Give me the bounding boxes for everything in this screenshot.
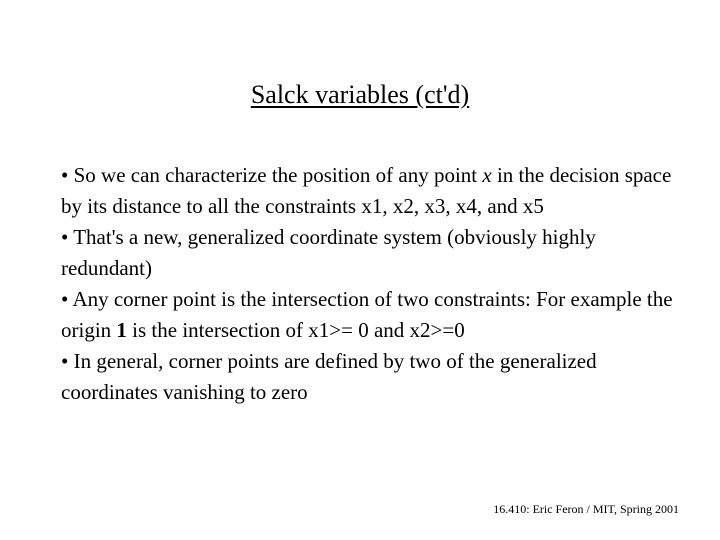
emphasized-origin-label: 1 bbox=[116, 318, 127, 342]
slide-footer: 16.410: Eric Feron / MIT, Spring 2001 bbox=[493, 502, 679, 516]
bullet-marker: • bbox=[61, 225, 69, 249]
bullet-text: Any corner point is the intersection of two constraints: For example the origin bbox=[61, 287, 673, 342]
bullet-item-corner-point bbox=[61, 284, 681, 346]
bullet-marker: • bbox=[61, 349, 69, 373]
emphasized-variable: x bbox=[482, 163, 492, 187]
bullet-text: in the decision space by its distance to all the constraints x1, x2, x3, x4, and x5 bbox=[61, 163, 672, 218]
bullet-text: is the intersection of x1>= 0 and x2>=0 bbox=[126, 318, 465, 342]
bullet-marker: • bbox=[61, 287, 69, 311]
slide-title: Salck variables (ct'd) bbox=[250, 80, 470, 109]
bullet-marker: • bbox=[61, 163, 69, 187]
bullet-text: In general, corner points are defined by two of the generalized coordinates vanishing to zero bbox=[61, 349, 597, 404]
bullet-item-coordinate-system bbox=[61, 222, 681, 284]
bullet-list bbox=[61, 160, 681, 408]
bullet-text: That's a new, generalized coordinate system (obviously highly redundant) bbox=[61, 225, 596, 280]
bullet-item-position bbox=[61, 160, 681, 222]
bullet-item-general bbox=[61, 346, 681, 408]
bullet-text: So we can characterize the position of any point bbox=[68, 163, 483, 187]
